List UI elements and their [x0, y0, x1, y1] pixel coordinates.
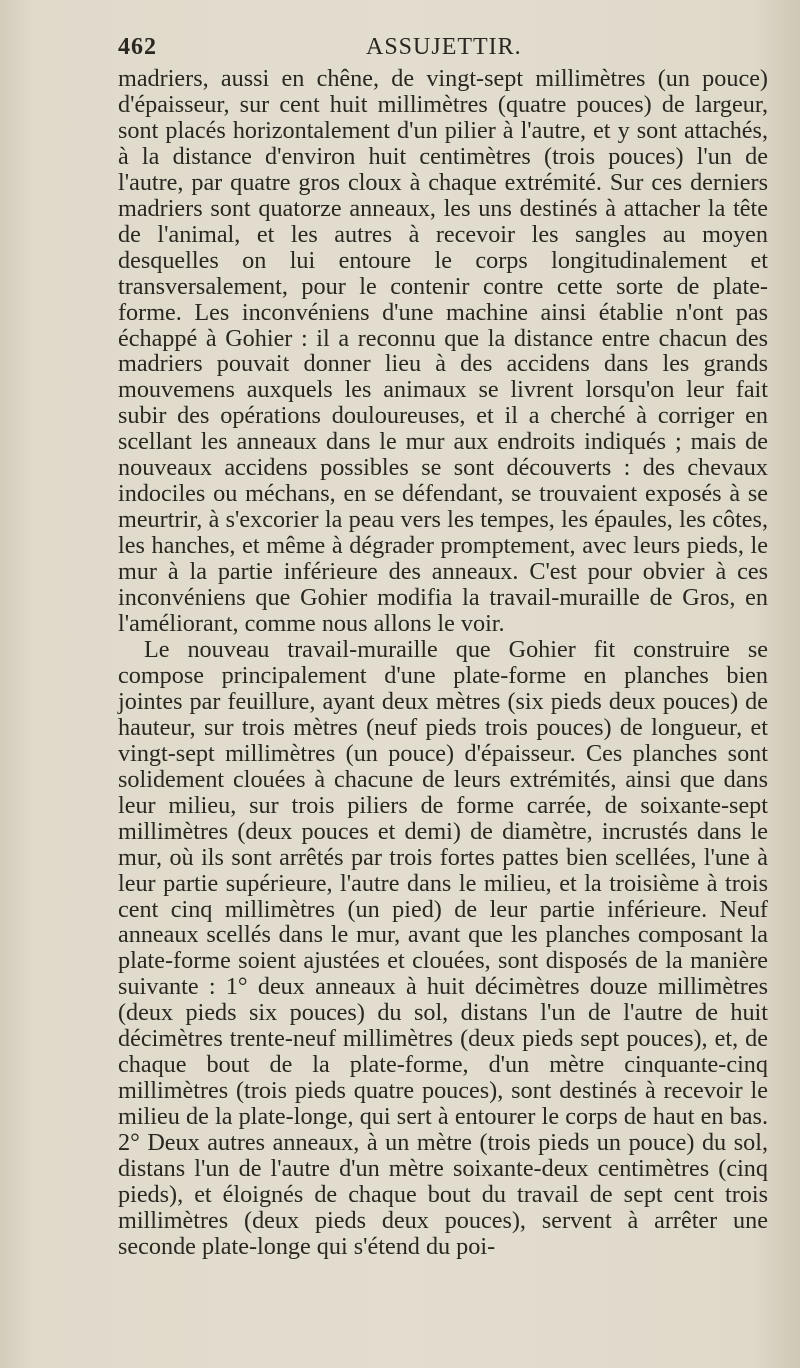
body-text	[118, 66, 768, 1260]
page-number: 462	[118, 34, 157, 60]
page-header	[118, 34, 768, 68]
running-title: ASSUJETTIR.	[366, 34, 522, 60]
paragraph: madriers, aussi en chêne, de vingt-sept millimètres (un pouce) d'épaisseur, sur cent huit millimètres (quatre pouces) de largeur, sont placés horizontalement d'un pilier à l'autre, et y sont attachés, à la distance d'environ huit centimètres (trois pouces) l'un de l'autre, par quatre gros cloux à chaque extrémité. Sur ces derniers madriers sont quatorze anneaux, les uns destinés à attacher la tête de l'animal, et les autres à recevoir les sangles au moyen desquelles on lui entoure le corps longitudinalement et transversalement, pour le contenir contre cette sorte de plate-forme. Les inconvéniens d'une machine ainsi établie n'ont pas échappé à Gohier : il a reconnu que la distance entre chacun des madriers pouvait donner lieu à des accidens dans les grands mouvemens auxquels les animaux se livrent lorsqu'on leur fait subir des opérations douloureuses, et il a cherché à corriger en scellant les anneaux dans le mur aux endroits indiqués ; mais de nouveaux accidens possibles se sont découverts : des chevaux indociles ou méchans, en se défendant, se trouvaient exposés à se meurtrir, à s'excorier la peau vers les tempes, les épaules, les côtes, les hanches, et même à dégrader promptement, avec leurs pieds, le mur à la partie inférieure des anneaux. C'est pour obvier à ces inconvéniens que Gohier modifia la travail-muraille de Gros, en l'améliorant, comme nous allons le voir.	[118, 65, 768, 638]
paragraph: Le nouveau travail-muraille que Gohier fit construire se compose principalement d'une plate-forme en planches bien jointes par feuillure, ayant deux mètres (six pieds deux pouces) de hauteur, sur trois mètres (neuf pieds trois pouces) de longueur, et vingt-sept millimètres (un pouce) d'épaisseur. Ces planches sont solidement clouées à chacune de leurs extrémités, ainsi que dans leur milieu, sur trois piliers de forme carrée, de soixante-sept millimètres (deux pouces et demi) de diamètre, incrustés dans le mur, où ils sont arrêtés par trois fortes pattes bien scellées, l'une à leur partie supérieure, l'autre dans le milieu, et la troisième à trois cent cinq millimètres (un pied) de leur partie inférieure. Neuf anneaux scellés dans le mur, avant que les planches composant la plate-forme soient ajustées et clouées, sont disposés de la manière suivante : 1° deux anneaux à huit décimètres douze millimètres (deux pieds six pouces) du sol, distans l'un de l'autre de huit décimètres trente-neuf millimètres (deux pieds sept pouces), et, de chaque bout de la plate-forme, d'un mètre cinquante-cinq millimètres (trois pieds quatre pouces), sont destinés à recevoir le milieu de la plate-longe, qui sert à entourer le corps de haut en bas. 2° Deux autres anneaux, à un mètre (trois pieds un pouce) du sol, distans l'un de l'autre d'un mètre soixante-deux centimètres (cinq pieds), et éloignés de chaque bout du travail de sept cent trois millimètres (deux pieds deux pouces), servent à arrêter une seconde plate-longe qui s'étend du poi-	[118, 635, 768, 1260]
